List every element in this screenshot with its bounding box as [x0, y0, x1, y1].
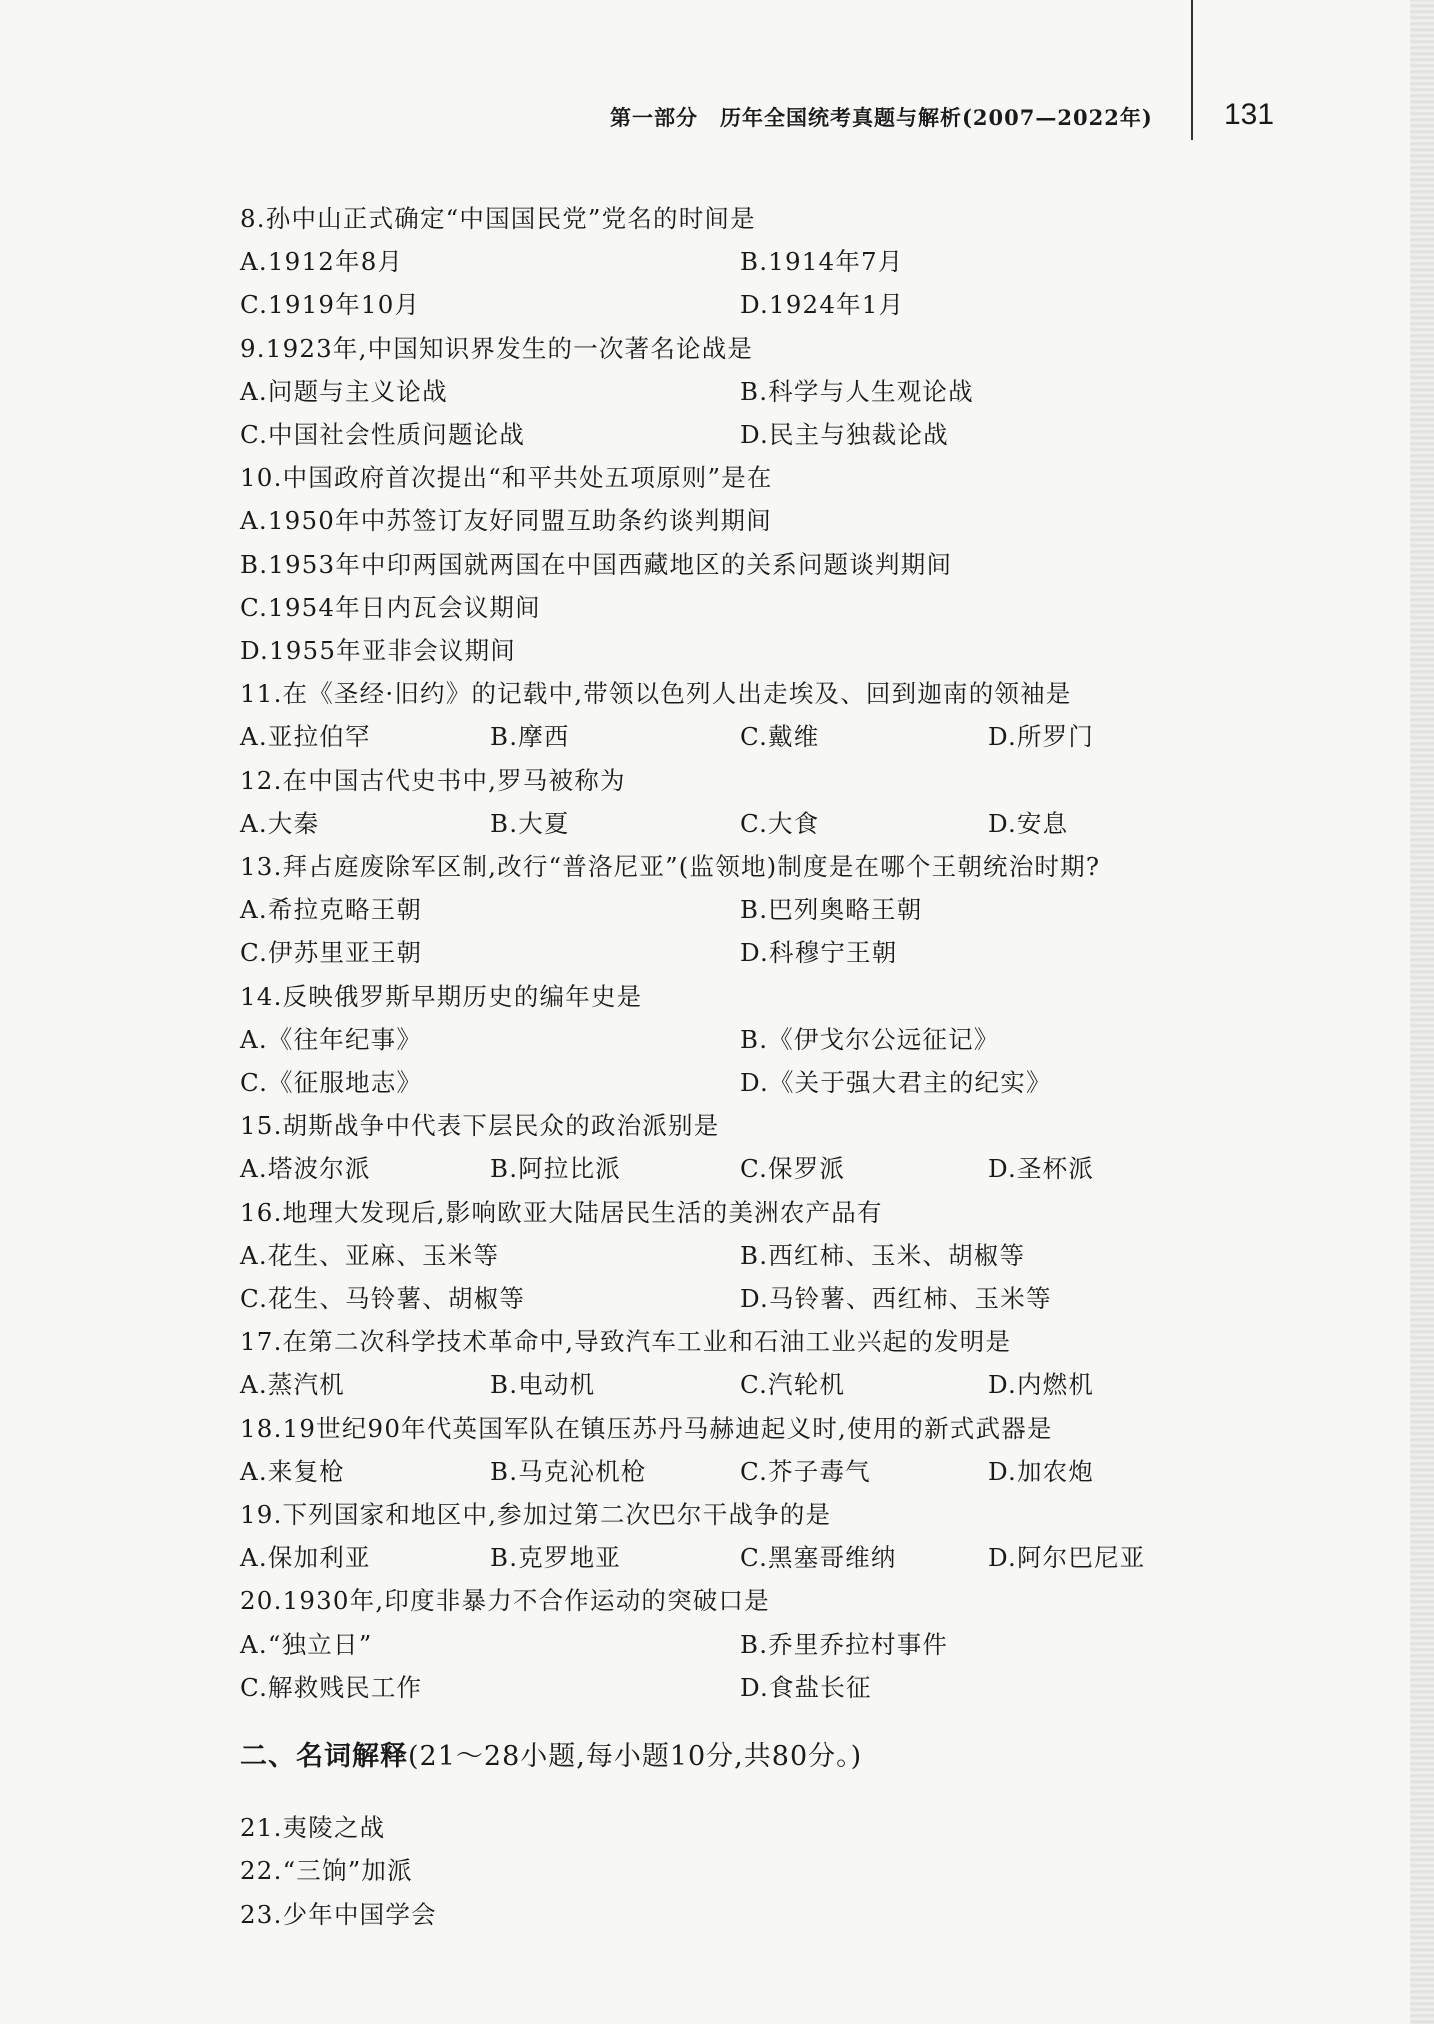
answer-option: C.伊苏里亚王朝 [240, 938, 423, 968]
section-heading-note: (21～28小题,每小题10分,共80分。) [408, 1741, 863, 1772]
answer-option: C.保罗派 [740, 1154, 846, 1184]
question-stem: 9.1923年,中国知识界发生的一次著名论战是 [240, 333, 754, 363]
question-stem: 20.1930年,印度非暴力不合作运动的突破口是 [240, 1586, 770, 1616]
answer-option: B.摩西 [490, 722, 570, 752]
answer-option: D.1924年1月 [740, 290, 905, 320]
answer-option: C.1954年日内瓦会议期间 [240, 592, 541, 622]
answer-option: B.马克沁机枪 [490, 1456, 647, 1486]
question-stem: 13.拜占庭废除军区制,改行“普洛尼亚”(监领地)制度是在哪个王朝统治时期? [240, 852, 1101, 881]
header-divider [1191, 0, 1193, 140]
answer-option: D.食盐长征 [740, 1672, 872, 1702]
answer-option: D.科穆宁王朝 [740, 938, 898, 968]
scan-edge [1410, 0, 1434, 2024]
answer-option: A.1912年8月 [240, 247, 404, 277]
answer-option: B.西红柿、玉米、胡椒等 [740, 1240, 1026, 1270]
answer-option: A.保加利亚 [240, 1543, 371, 1573]
term-item: 21.夷陵之战 [240, 1813, 386, 1843]
answer-option: C.大食 [740, 808, 820, 838]
answer-option: B.1953年中印两国就两国在中国西藏地区的关系问题谈判期间 [240, 549, 953, 579]
answer-option: B.大夏 [490, 808, 570, 838]
answer-option: A.蒸汽机 [240, 1370, 345, 1400]
answer-option: C.芥子毒气 [740, 1456, 871, 1486]
question-stem: 16.地理大发现后,影响欧亚大陆居民生活的美洲农产品有 [240, 1197, 883, 1227]
answer-option: A.《往年纪事》 [240, 1024, 423, 1054]
section-heading [240, 1734, 862, 1773]
answer-option: A.花生、亚麻、玉米等 [240, 1240, 500, 1270]
answer-option: C.《征服地志》 [240, 1068, 423, 1097]
answer-option: D.阿尔巴尼亚 [988, 1543, 1146, 1573]
question-stem: 15.胡斯战争中代表下层民众的政治派别是 [240, 1111, 720, 1141]
answer-option: A.大秦 [240, 808, 320, 838]
answer-option: B.巴列奥略王朝 [740, 895, 923, 925]
answer-option: C.汽轮机 [740, 1370, 846, 1400]
answer-option: C.黑塞哥维纳 [740, 1543, 897, 1573]
answer-option: D.加农炮 [988, 1456, 1095, 1486]
answer-option: A.1950年中苏签订友好同盟互助条约谈判期间 [240, 506, 772, 536]
answer-option: D.马铃薯、西红柿、玉米等 [740, 1284, 1052, 1313]
header-title: 第一部分 历年全国统考真题与解析(2007—2022年) [610, 105, 1153, 130]
question-stem: 10.中国政府首次提出“和平共处五项原则”是在 [240, 463, 773, 493]
answer-option: C.花生、马铃薯、胡椒等 [240, 1284, 526, 1313]
answer-option: B.阿拉比派 [490, 1154, 621, 1184]
answer-option: D.内燃机 [988, 1370, 1095, 1400]
answer-option: A.“独立日” [240, 1629, 373, 1659]
answer-option: D.《关于强大君主的纪实》 [740, 1068, 1052, 1097]
answer-option: B.克罗地亚 [490, 1543, 621, 1573]
question-stem: 11.在《圣经·旧约》的记载中,带领以色列人出走埃及、回到迦南的领袖是 [240, 679, 1072, 709]
answer-option: A.来复枪 [240, 1456, 345, 1486]
answer-option: B.乔里乔拉村事件 [740, 1629, 949, 1659]
question-stem: 8.孙中山正式确定“中国国民党”党名的时间是 [240, 204, 756, 233]
question-stem: 14.反映俄罗斯早期历史的编年史是 [240, 981, 643, 1011]
page-number: 131 [1224, 98, 1275, 131]
answer-option: D.圣杯派 [988, 1154, 1095, 1184]
question-stem: 12.在中国古代史书中,罗马被称为 [240, 765, 626, 795]
answer-option: D.民主与独裁论战 [740, 420, 949, 449]
answer-option: B.1914年7月 [740, 247, 904, 277]
running-header [600, 96, 1300, 136]
answer-option: D.安息 [988, 808, 1069, 838]
term-item: 22.“三饷”加派 [240, 1856, 413, 1886]
answer-option: B.电动机 [490, 1370, 596, 1400]
answer-option: A.亚拉伯罕 [240, 722, 371, 752]
answer-option: B.《伊戈尔公远征记》 [740, 1024, 1000, 1054]
answer-option: A.问题与主义论战 [240, 376, 448, 406]
question-stem: 19.下列国家和地区中,参加过第二次巴尔干战争的是 [240, 1500, 832, 1529]
question-stem: 18.19世纪90年代英国军队在镇压苏丹马赫迪起义时,使用的新式武器是 [240, 1413, 1053, 1443]
section-heading-title: 二、名词解释 [240, 1741, 408, 1772]
answer-option: D.1955年亚非会议期间 [240, 636, 517, 665]
answer-option: C.1919年10月 [240, 290, 421, 320]
question-stem: 17.在第二次科学技术革命中,导致汽车工业和石油工业兴起的发明是 [240, 1327, 1012, 1357]
answer-option: D.所罗门 [988, 722, 1095, 752]
answer-option: C.解救贱民工作 [240, 1672, 423, 1702]
answer-option: B.科学与人生观论战 [740, 376, 974, 406]
answer-option: A.塔波尔派 [240, 1154, 371, 1184]
answer-option: C.戴维 [740, 722, 820, 752]
answer-option: A.希拉克略王朝 [240, 895, 423, 925]
answer-option: C.中国社会性质问题论战 [240, 420, 526, 449]
term-item: 23.少年中国学会 [240, 1899, 437, 1929]
